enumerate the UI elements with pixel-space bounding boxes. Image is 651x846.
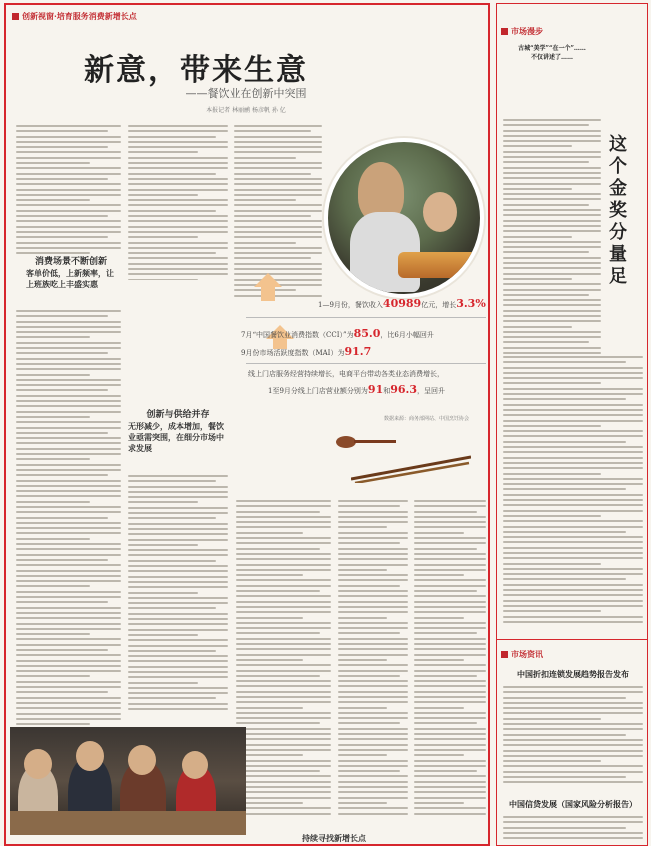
chef-photo xyxy=(324,138,484,298)
section-label: 创新视窗·培育服务消费新增长点 xyxy=(12,11,137,22)
news-2-text xyxy=(503,816,643,846)
side-vertical-title: 这 个 金 奖 分 量 足 xyxy=(609,134,627,287)
text-column-4 xyxy=(338,500,408,830)
side-news-label: 市场资讯 xyxy=(501,649,543,660)
news-1-text xyxy=(503,686,643,786)
bottom-heading: 持续寻找新增长点 xyxy=(302,833,366,843)
data-source: 数据来源：商务部网站、中国烹饪协会 xyxy=(384,416,470,422)
side-text-1 xyxy=(503,119,601,354)
text-column-3b xyxy=(236,500,331,830)
main-article-frame xyxy=(4,3,490,846)
stat-mai: 9月份市场活跃度指数（MAI）为91.7 xyxy=(241,345,372,358)
text-column-1b xyxy=(16,310,121,725)
stat-online-values: 1至9月分线上门店营业额分别为91和96.3，呈回升 xyxy=(268,383,446,396)
subtitle-2: 创新与供给并存 无形减少，成本增加，餐饮业亟需突围，在细分市场中求发展 xyxy=(128,410,224,453)
section-marker-icon xyxy=(12,13,19,20)
news-1-title[interactable]: 中国折扣连锁发展趋势报告发布 xyxy=(517,669,629,679)
spoon-icon xyxy=(336,435,396,449)
text-column-2 xyxy=(128,125,228,280)
news-2-title[interactable]: 中国信贷发展（国家风险分析报告） xyxy=(509,799,637,809)
text-column-1 xyxy=(16,125,121,255)
stat-revenue: 1—9月份，餐饮收入40989亿元，增长3.3% xyxy=(318,297,486,310)
text-column-2b xyxy=(128,475,228,725)
subtitle-1: 消费场景不断创新 客单价低，上新频率，让上班族吃上丰盛实惠 xyxy=(26,257,114,289)
byline: 本报记者 林丽鹂 杨彦帆 孙 亿 xyxy=(206,107,286,114)
section-marker-icon xyxy=(501,651,508,658)
text-column-5 xyxy=(414,500,486,830)
side-section-label: 市场漫步 xyxy=(501,26,543,37)
headline: 新意，带来生意 xyxy=(84,53,308,88)
chopsticks-icon xyxy=(351,453,471,483)
side-text-2 xyxy=(503,356,643,626)
stat-online: 线上门店服务经营持续增长，电商平台带动各类业态消费增长， xyxy=(248,370,444,378)
diners-photo xyxy=(10,727,246,835)
sidebar-frame xyxy=(496,3,648,846)
stat-cci: 7月“中国餐饮业消费指数（CCI）”为85.0，比6月小幅回升 xyxy=(241,327,434,340)
arrow-up-icon xyxy=(254,273,282,287)
section-marker-icon xyxy=(501,28,508,35)
subheadline: ——餐饮业在创新中突围 xyxy=(185,87,307,100)
side-intro: 古城“美学”“在一个”……不仅讲述了…… xyxy=(518,45,586,61)
